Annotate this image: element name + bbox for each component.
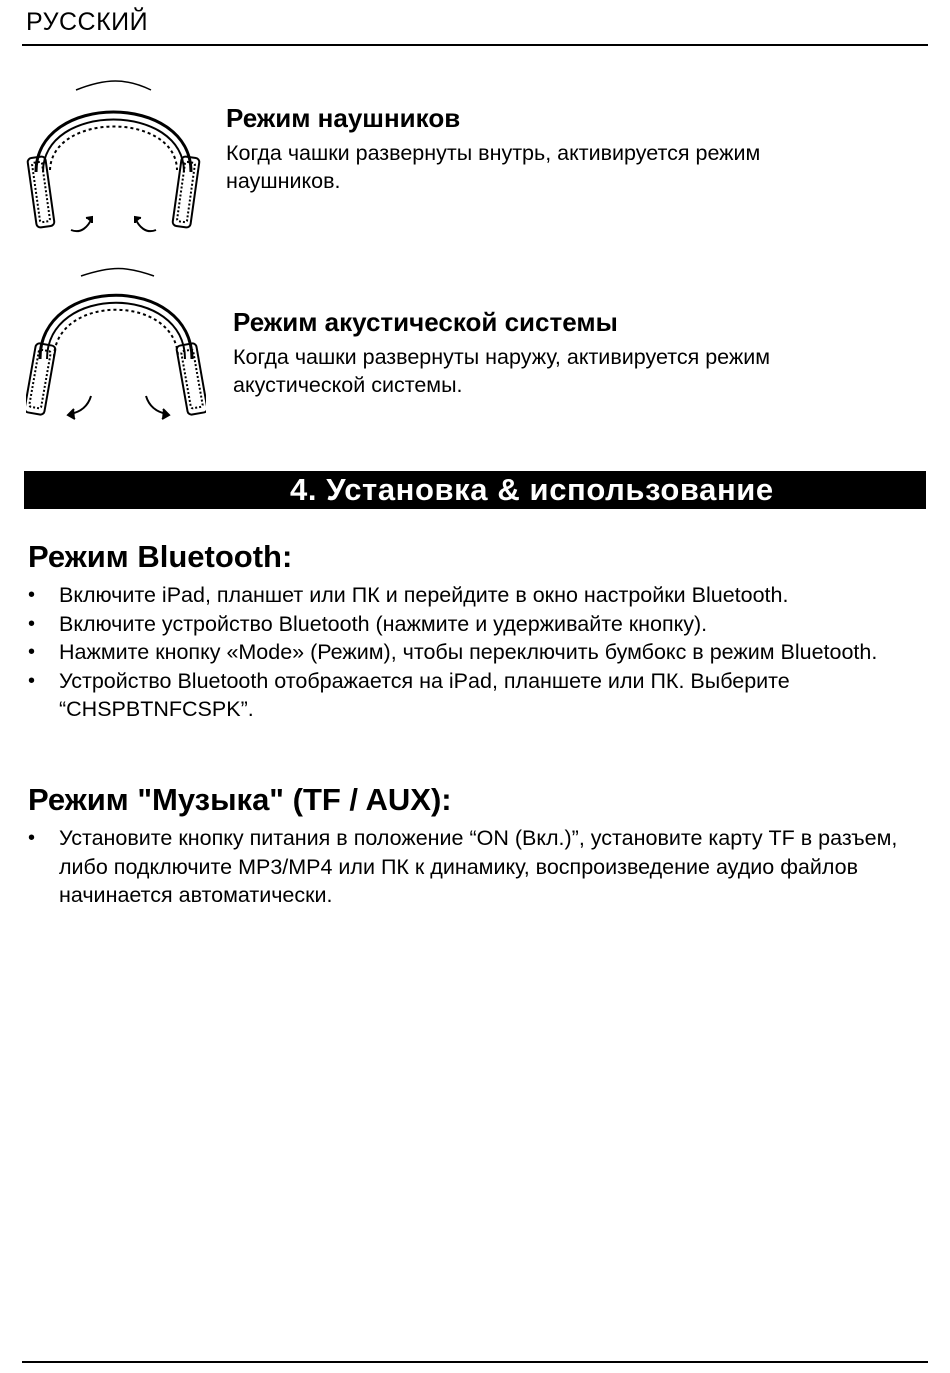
header-rule (22, 44, 928, 46)
bullet-icon: • (28, 669, 36, 692)
language-label: РУССКИЙ (26, 8, 149, 36)
bullet-icon: • (28, 584, 36, 606)
headphone-mode-block (226, 103, 846, 195)
bluetooth-heading: Режим Bluetooth: (28, 539, 293, 574)
headphones-outward-icon (26, 264, 206, 429)
headphone-mode-title: Режим наушников (226, 103, 461, 133)
section-banner: 4. Установка & использование (24, 471, 926, 509)
list-item: • Устройство Bluetooth отображается на iPad, планшете или ПК. Выберите “CHSPBTNFCSPK”. (28, 668, 790, 721)
bullet-icon: • (28, 827, 36, 849)
speaker-mode-block (233, 307, 863, 399)
footer-rule (22, 1361, 928, 1363)
list-item: • Включите устройство Bluetooth (нажмите и удерживайте кнопку). (28, 610, 919, 639)
bullet-icon: • (28, 612, 36, 635)
speaker-mode-description: Когда чашки развернуты наружу, активируется режим акустической системы. (233, 345, 771, 397)
list-item: • Установите кнопку питания в положение “ON (Вкл.)”, установите карту TF в разъем, либо подключите MP3/MP4 или ПК к динамику, воспроизведение аудио файлов начинается автоматически. (28, 826, 898, 907)
music-heading: Режим "Музыка" (TF / AUX): (28, 782, 452, 817)
list-item: • Нажмите кнопку «Mode» (Режим), чтобы переключить бумбокс в режим Bluetooth. (28, 638, 919, 667)
headphones-inward-icon (26, 72, 201, 242)
speaker-mode-title: Режим акустической системы (233, 307, 618, 337)
headphone-mode-description: Когда чашки развернуты внутрь, активируется режим наушников. (226, 141, 761, 193)
music-list (28, 824, 919, 910)
bluetooth-list (28, 581, 919, 724)
list-item: • Включите iPad, планшет или ПК и перейдите в окно настройки Bluetooth. (28, 581, 919, 610)
music-section (28, 782, 919, 910)
bullet-icon: • (28, 641, 36, 663)
bluetooth-section (28, 539, 919, 724)
